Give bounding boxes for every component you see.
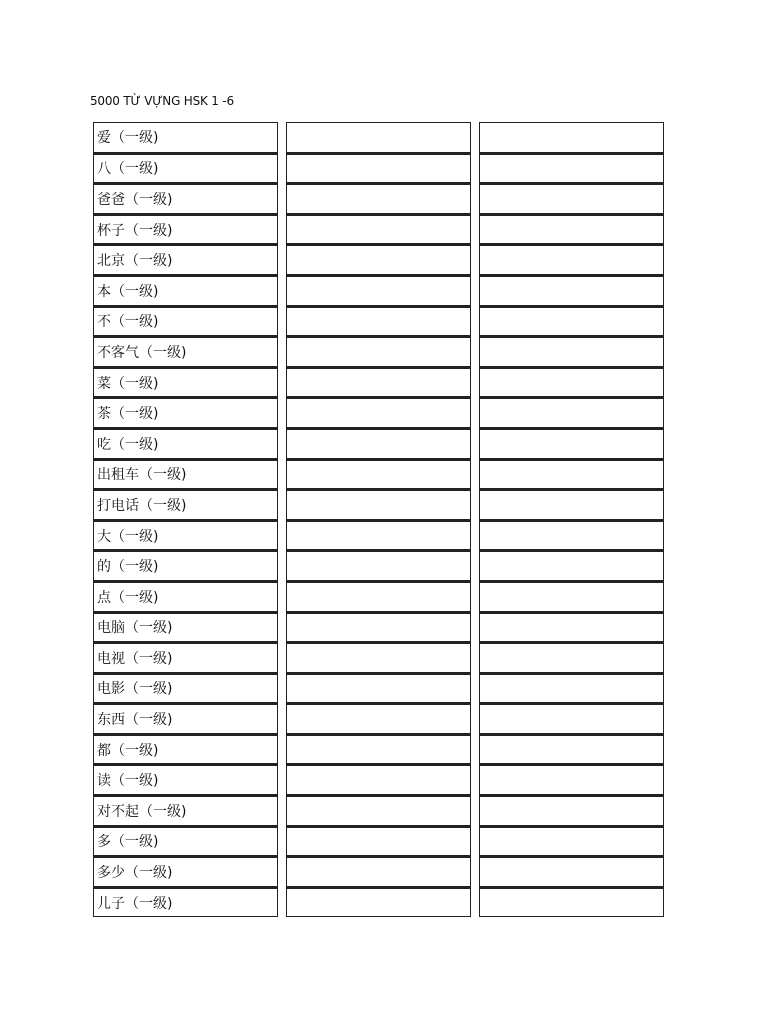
- blank-cell-column-2: [286, 336, 471, 367]
- vocabulary-term-cell: 本（一级): [93, 275, 278, 306]
- blank-cell-column-3: [479, 703, 664, 734]
- blank-cell-column-2: [286, 612, 471, 643]
- vocabulary-term-cell: 大（一级): [93, 520, 278, 551]
- blank-cell-column-2: [286, 826, 471, 857]
- vocabulary-term-cell: 吃（一级): [93, 428, 278, 459]
- table-row: [93, 244, 664, 275]
- table-row: [93, 642, 664, 673]
- blank-cell-column-3: [479, 367, 664, 398]
- blank-cell-column-2: [286, 642, 471, 673]
- vocabulary-term-cell: 不客气（一级): [93, 336, 278, 367]
- blank-cell-column-2: [286, 214, 471, 245]
- blank-cell-column-3: [479, 275, 664, 306]
- blank-cell-column-2: [286, 244, 471, 275]
- table-row: [93, 428, 664, 459]
- blank-cell-column-3: [479, 642, 664, 673]
- blank-cell-column-3: [479, 428, 664, 459]
- blank-cell-column-3: [479, 673, 664, 704]
- blank-cell-column-2: [286, 673, 471, 704]
- vocabulary-term-cell: 电影（一级): [93, 673, 278, 704]
- blank-cell-column-3: [479, 489, 664, 520]
- vocabulary-term-cell: 电视（一级): [93, 642, 278, 673]
- vocabulary-term-cell: 出租车（一级): [93, 459, 278, 490]
- vocabulary-term-cell: 对不起（一级): [93, 795, 278, 826]
- vocabulary-table: [93, 122, 664, 917]
- blank-cell-column-3: [479, 122, 664, 153]
- blank-cell-column-3: [479, 612, 664, 643]
- blank-cell-column-3: [479, 397, 664, 428]
- blank-cell-column-2: [286, 703, 471, 734]
- blank-cell-column-2: [286, 764, 471, 795]
- vocabulary-term-cell: 多少（一级): [93, 856, 278, 887]
- table-row: [93, 153, 664, 184]
- blank-cell-column-2: [286, 550, 471, 581]
- vocabulary-term-cell: 茶（一级): [93, 397, 278, 428]
- blank-cell-column-2: [286, 581, 471, 612]
- table-row: [93, 367, 664, 398]
- table-row: [93, 520, 664, 551]
- blank-cell-column-3: [479, 764, 664, 795]
- blank-cell-column-2: [286, 459, 471, 490]
- table-row: [93, 856, 664, 887]
- blank-cell-column-2: [286, 856, 471, 887]
- blank-cell-column-2: [286, 428, 471, 459]
- vocabulary-term-cell: 多（一级): [93, 826, 278, 857]
- vocabulary-term-cell: 八（一级): [93, 153, 278, 184]
- table-row: [93, 581, 664, 612]
- table-row: [93, 826, 664, 857]
- table-row: [93, 183, 664, 214]
- blank-cell-column-3: [479, 183, 664, 214]
- blank-cell-column-3: [479, 459, 664, 490]
- blank-cell-column-3: [479, 550, 664, 581]
- vocabulary-term-cell: 东西（一级): [93, 703, 278, 734]
- blank-cell-column-3: [479, 214, 664, 245]
- vocabulary-term-cell: 都（一级): [93, 734, 278, 765]
- vocabulary-term-cell: 爱（一级): [93, 122, 278, 153]
- vocabulary-term-cell: 爸爸（一级): [93, 183, 278, 214]
- table-row: [93, 122, 664, 153]
- table-row: [93, 795, 664, 826]
- table-row: [93, 489, 664, 520]
- blank-cell-column-2: [286, 122, 471, 153]
- blank-cell-column-3: [479, 336, 664, 367]
- vocabulary-term-cell: 点（一级): [93, 581, 278, 612]
- table-row: [93, 275, 664, 306]
- vocabulary-term-cell: 儿子（一级): [93, 887, 278, 918]
- blank-cell-column-3: [479, 795, 664, 826]
- document-title: 5000 TỪ VỰNG HSK 1 -6: [90, 94, 234, 108]
- table-row: [93, 703, 664, 734]
- vocabulary-term-cell: 打电话（一级): [93, 489, 278, 520]
- vocabulary-term-cell: 电脑（一级): [93, 612, 278, 643]
- table-row: [93, 550, 664, 581]
- blank-cell-column-3: [479, 520, 664, 551]
- blank-cell-column-2: [286, 153, 471, 184]
- blank-cell-column-3: [479, 887, 664, 918]
- table-row: [93, 214, 664, 245]
- vocabulary-term-cell: 菜（一级): [93, 367, 278, 398]
- blank-cell-column-2: [286, 520, 471, 551]
- vocabulary-term-cell: 读（一级): [93, 764, 278, 795]
- blank-cell-column-3: [479, 306, 664, 337]
- blank-cell-column-3: [479, 581, 664, 612]
- table-row: [93, 306, 664, 337]
- blank-cell-column-2: [286, 367, 471, 398]
- table-row: [93, 764, 664, 795]
- blank-cell-column-3: [479, 734, 664, 765]
- blank-cell-column-2: [286, 306, 471, 337]
- vocabulary-term-cell: 杯子（一级): [93, 214, 278, 245]
- blank-cell-column-3: [479, 153, 664, 184]
- table-row: [93, 459, 664, 490]
- blank-cell-column-2: [286, 795, 471, 826]
- vocabulary-term-cell: 北京（一级): [93, 244, 278, 275]
- blank-cell-column-2: [286, 183, 471, 214]
- blank-cell-column-3: [479, 826, 664, 857]
- blank-cell-column-2: [286, 397, 471, 428]
- vocabulary-term-cell: 的（一级): [93, 550, 278, 581]
- blank-cell-column-3: [479, 244, 664, 275]
- blank-cell-column-3: [479, 856, 664, 887]
- table-row: [93, 336, 664, 367]
- table-row: [93, 612, 664, 643]
- blank-cell-column-2: [286, 489, 471, 520]
- blank-cell-column-2: [286, 275, 471, 306]
- blank-cell-column-2: [286, 734, 471, 765]
- blank-cell-column-2: [286, 887, 471, 918]
- table-row: [93, 673, 664, 704]
- vocabulary-term-cell: 不（一级): [93, 306, 278, 337]
- table-row: [93, 397, 664, 428]
- table-row: [93, 887, 664, 918]
- table-row: [93, 734, 664, 765]
